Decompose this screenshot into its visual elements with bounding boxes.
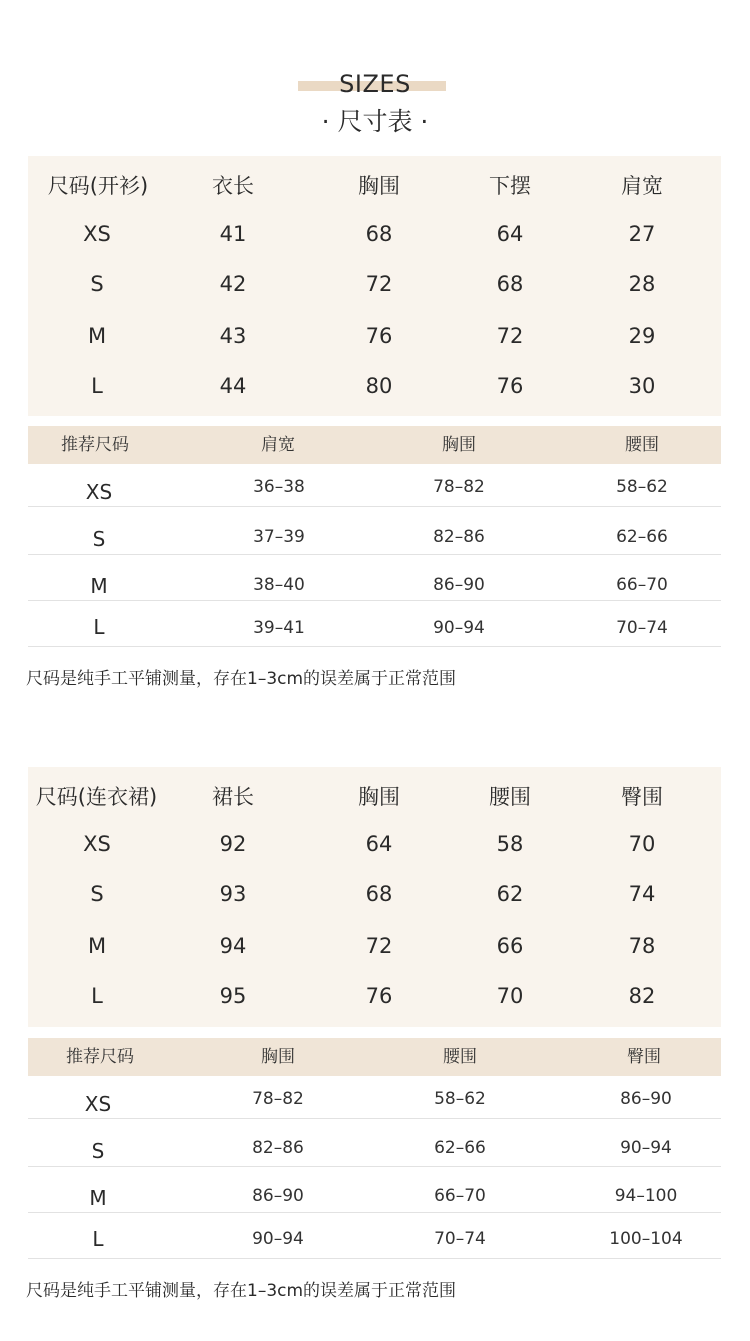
cell-chest: 78–82 — [252, 1089, 304, 1109]
table-row — [28, 214, 721, 254]
cell-hip: 100–104 — [609, 1229, 683, 1249]
table-row — [28, 316, 721, 356]
cell-size: S — [90, 272, 104, 296]
cell-chest: 90–94 — [252, 1229, 304, 1249]
cell-shoulder: 38–40 — [253, 575, 305, 595]
cell-chest: 78–82 — [433, 477, 485, 497]
cell-waist: 62 — [496, 882, 524, 906]
header-hip: 臀围 — [627, 1047, 661, 1067]
header-chest: 胸围 — [358, 785, 400, 809]
cell-length: 43 — [219, 324, 247, 348]
cell-hip: 82 — [628, 984, 656, 1008]
row-divider — [28, 600, 721, 601]
cell-size: XS — [83, 222, 111, 246]
cell-hem: 64 — [496, 222, 524, 246]
cell-chest: 76 — [365, 984, 393, 1008]
header-size: 尺码(开衫) — [47, 174, 149, 198]
cell-size: M — [90, 574, 108, 598]
header-chest: 胸围 — [358, 174, 400, 198]
cell-hip: 86–90 — [620, 1089, 672, 1109]
cell-waist: 58–62 — [434, 1089, 486, 1109]
cell-shoulder: 30 — [628, 374, 656, 398]
cell-shoulder: 29 — [628, 324, 656, 348]
cell-waist: 66–70 — [434, 1186, 486, 1206]
cell-hip: 94–100 — [614, 1186, 678, 1206]
header-chest: 胸围 — [442, 435, 476, 455]
cell-hem: 76 — [496, 374, 524, 398]
cell-length: 44 — [219, 374, 247, 398]
size-chart-header — [0, 66, 750, 136]
cell-dress-length: 95 — [219, 984, 247, 1008]
cell-chest: 86–90 — [252, 1186, 304, 1206]
cell-chest: 80 — [365, 374, 393, 398]
cell-size: XS — [85, 480, 113, 504]
cell-chest: 82–86 — [252, 1138, 304, 1158]
measurement-note: 尺码是纯手工平铺测量，存在1–3cm的误差属于正常范围 — [26, 669, 457, 689]
header-dress-length: 裙长 — [212, 785, 254, 809]
cell-waist: 66 — [496, 934, 524, 958]
header-waist: 腰围 — [625, 435, 659, 455]
row-divider — [28, 506, 721, 507]
header-recommend-size: 推荐尺码 — [61, 435, 129, 455]
cell-waist: 58–62 — [616, 477, 668, 497]
header-waist: 腰围 — [443, 1047, 477, 1067]
header-chest: 胸围 — [261, 1047, 295, 1067]
cell-length: 41 — [219, 222, 247, 246]
subtitle-size-chart: · 尺寸表 · — [321, 107, 429, 136]
cell-waist: 58 — [496, 832, 524, 856]
table-row — [28, 264, 721, 304]
cell-size: M — [89, 1186, 107, 1210]
cell-waist: 70 — [496, 984, 524, 1008]
cell-size: S — [91, 1139, 105, 1163]
cell-size: M — [87, 934, 107, 958]
cell-shoulder: 39–41 — [253, 618, 305, 638]
cell-size: S — [92, 527, 106, 551]
cell-chest: 64 — [365, 832, 393, 856]
cell-waist: 70–74 — [616, 618, 668, 638]
table-row — [28, 824, 721, 864]
cell-waist: 70–74 — [434, 1229, 486, 1249]
cell-dress-length: 93 — [219, 882, 247, 906]
header-shoulder: 肩宽 — [621, 174, 663, 198]
cardigan-size-table — [28, 156, 721, 416]
cell-chest: 72 — [365, 272, 393, 296]
cell-chest: 86–90 — [433, 575, 485, 595]
row-divider — [28, 1118, 721, 1119]
cell-shoulder: 36–38 — [253, 477, 305, 497]
header-recommend-size: 推荐尺码 — [66, 1047, 134, 1067]
table-row — [28, 874, 721, 914]
cell-size: M — [87, 324, 107, 348]
cell-shoulder: 27 — [628, 222, 656, 246]
cell-hip: 70 — [628, 832, 656, 856]
header-waist: 腰围 — [489, 785, 531, 809]
cell-waist: 62–66 — [616, 527, 668, 547]
cell-size: L — [93, 615, 105, 639]
title-sizes: SIZES — [339, 70, 411, 98]
cell-size: S — [90, 882, 104, 906]
cell-shoulder: 37–39 — [253, 527, 305, 547]
table-row — [28, 366, 721, 406]
cell-chest: 72 — [365, 934, 393, 958]
table-header-row — [28, 777, 721, 817]
cell-chest: 76 — [365, 324, 393, 348]
cell-waist: 66–70 — [616, 575, 668, 595]
cell-chest: 68 — [365, 222, 393, 246]
row-divider — [28, 1258, 721, 1259]
dress-recommend-table — [28, 1038, 721, 1260]
cell-waist: 62–66 — [434, 1138, 486, 1158]
cell-size: L — [92, 1227, 104, 1251]
cell-shoulder: 28 — [628, 272, 656, 296]
cell-chest: 68 — [365, 882, 393, 906]
row-divider — [28, 554, 721, 555]
row-divider — [28, 1212, 721, 1213]
cell-size: XS — [84, 1092, 112, 1116]
table-header-row — [28, 166, 721, 206]
cell-hip: 78 — [628, 934, 656, 958]
cell-dress-length: 94 — [219, 934, 247, 958]
cell-size: L — [91, 374, 103, 398]
measurement-note: 尺码是纯手工平铺测量，存在1–3cm的误差属于正常范围 — [26, 1281, 457, 1301]
row-divider — [28, 646, 721, 647]
cell-chest: 90–94 — [433, 618, 485, 638]
cell-chest: 82–86 — [433, 527, 485, 547]
table-row — [28, 976, 721, 1016]
dress-size-table — [28, 767, 721, 1027]
cell-size: XS — [83, 832, 111, 856]
row-divider — [28, 1166, 721, 1167]
header-size: 尺码(连衣裙) — [35, 785, 158, 809]
cell-length: 42 — [219, 272, 247, 296]
header-shoulder: 肩宽 — [261, 435, 295, 455]
cardigan-recommend-table — [28, 426, 721, 648]
header-hem: 下摆 — [489, 174, 531, 198]
cell-hip: 90–94 — [620, 1138, 672, 1158]
cell-hem: 72 — [496, 324, 524, 348]
cell-hem: 68 — [496, 272, 524, 296]
cell-size: L — [91, 984, 103, 1008]
header-hip: 臀围 — [621, 785, 663, 809]
cell-hip: 74 — [628, 882, 656, 906]
cell-dress-length: 92 — [219, 832, 247, 856]
table-row — [28, 926, 721, 966]
header-length: 衣长 — [212, 174, 254, 198]
